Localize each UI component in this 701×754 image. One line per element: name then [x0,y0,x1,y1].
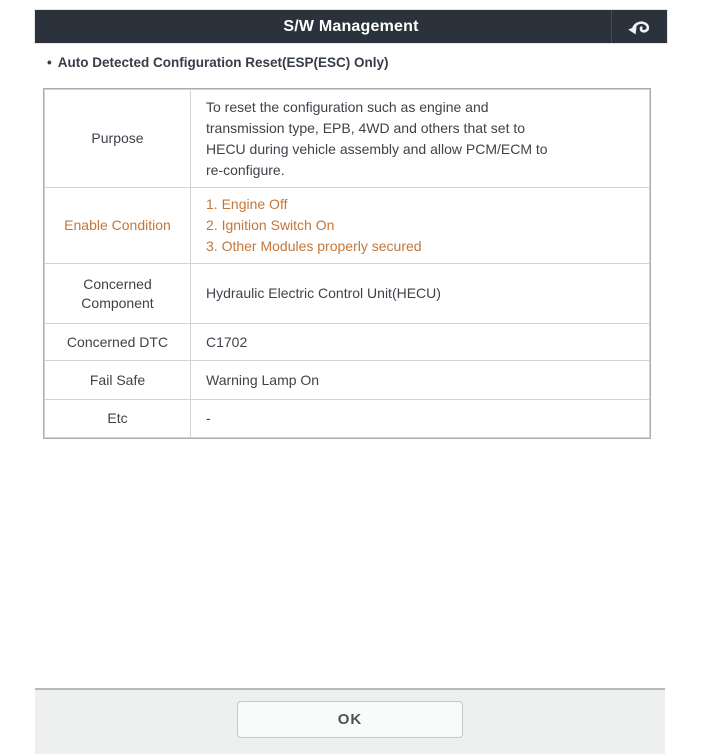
value-line: 1. Engine Off [206,196,288,212]
footer-bar [35,688,665,754]
return-arrow-icon [627,17,653,37]
row-value: Warning Lamp On [191,361,650,400]
section-heading-text: Auto Detected Configuration Reset(ESP(ESC) Only) [57,55,389,70]
value-line: To reset the configuration such as engine and [206,98,489,115]
table-row-etc [45,400,650,438]
row-value: - [191,400,650,438]
back-button[interactable] [611,10,667,43]
row-label: Etc [45,400,191,438]
bullet-marker: • [47,55,52,70]
value-line: HECU during vehicle assembly and allow PCM/ECM to [206,140,548,157]
value-line: 2. Ignition Switch On [206,217,335,233]
page-title: S/W Management [283,17,419,35]
row-value: Hydraulic Electric Control Unit(HECU) [191,264,650,324]
row-label: Purpose [45,90,191,188]
row-value [191,90,650,188]
section-heading [47,55,389,70]
row-label: Fail Safe [45,361,191,400]
row-label: Enable Condition [45,188,191,264]
value-line: transmission type, EPB, 4WD and others that set to [206,119,526,136]
value-line: re-configure. [206,161,285,178]
info-table [44,89,650,438]
table-row-enable-condition [45,188,650,264]
title-bar [35,10,667,43]
row-value: C1702 [191,324,650,361]
table-row-concerned-dtc [45,324,650,361]
value-line: 3. Other Modules properly secured [206,238,422,254]
row-label: Concerned Component [45,264,191,324]
info-table-container [43,88,651,439]
table-row-fail-safe [45,361,650,400]
row-label: Concerned DTC [45,324,191,361]
table-row-concerned-component [45,264,650,324]
table-row-purpose [45,90,650,188]
ok-button[interactable]: OK [237,701,463,738]
row-value [191,188,650,264]
